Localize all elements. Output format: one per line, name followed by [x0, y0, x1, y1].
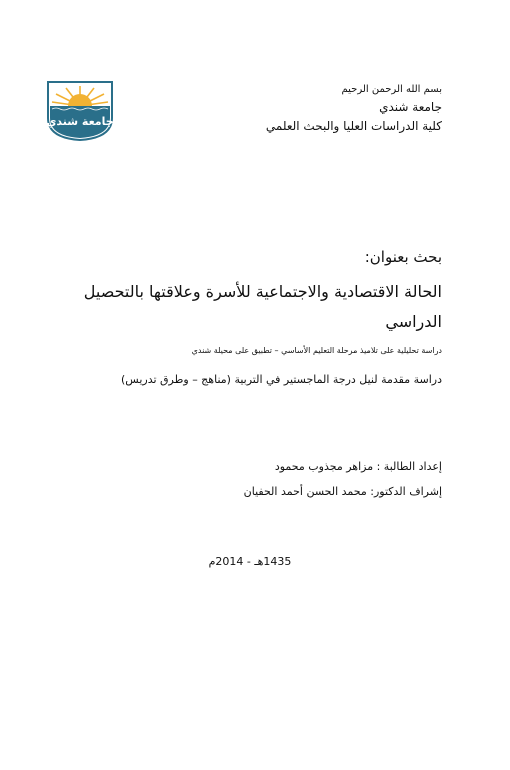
basmala: بسم الله الرحمن الرحيم	[341, 84, 442, 95]
research-title-line2: الدراسي	[385, 312, 442, 331]
degree-statement: دراسة مقدمة لنيل درجة الماجستير في التربية (مناهج – وطرق تدريس)	[121, 373, 442, 386]
publication-date: 1435هـ - 2014م	[208, 555, 292, 568]
supervisor-name: إشراف الدكتور: محمد الحسن أحمد الحفيان	[243, 485, 442, 498]
university-name: جامعة شندي	[379, 100, 442, 114]
university-seal-icon	[44, 78, 116, 142]
research-title-line1: الحالة الاقتصادية والاجتماعية للأسرة وعلاقتها بالتحصيل	[83, 282, 442, 301]
logo-text: جامعة شندي	[46, 115, 114, 128]
research-heading: بحث بعنوان:	[364, 248, 442, 266]
research-subtitle: دراسة تحليلية على تلاميذ مرحلة التعليم الأساسي – تطبيق على محيلة شندي	[191, 346, 442, 355]
college-name: كلية الدراسات العليا والبحث العلمي	[265, 119, 442, 133]
university-logo	[44, 78, 116, 142]
student-name: إعداد الطالبة : مزاهر مجذوب محمود	[274, 460, 442, 473]
